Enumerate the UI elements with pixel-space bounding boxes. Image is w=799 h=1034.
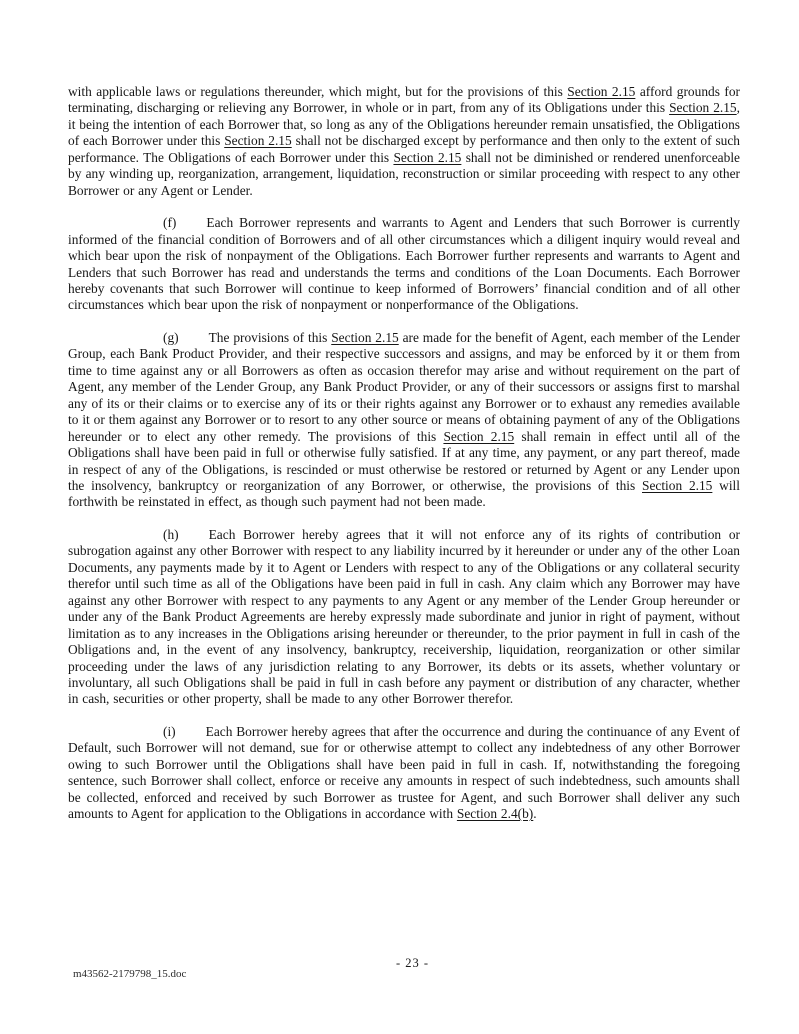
section-reference: Section 2.15 — [331, 329, 399, 345]
paragraph-i — [68, 724, 740, 823]
paragraph-text: Each Borrower hereby agrees that it will not enforce any of its rights of contribution or subrogation against any other Borrower with respect to any liability incurred by it hereunder or under any of the other Loan Documents, any payments made by it to Agent or Lenders with respect to any of the Obligations or any collateral security therefor until such time as all of the Obligations have been paid in full in cash. Any claim which any Borrower may have against any other Borrower with respect to any payments to any Agent or any member of the Lender Group hereunder or under any of the Bank Product Agreements are hereby expressly made subordinate and junior in right of payment, without limitation as to any increases in the Obligations arising hereunder or thereunder, to the prior payment in full in cash of the Obligations and, in the event of any insolvency, bankruptcy, receivership, liquidation, reorganization or other similar proceeding under the laws of any jurisdiction relating to any Borrower, its debts or its assets, whether voluntary or involuntary, all such Obligations shall be paid in full in cash before any payment or distribution of any character, whether in cash, securities or other property, shall be made to any other Borrower therefor. — [68, 526, 740, 707]
paragraph-text: with applicable laws or regulations thereunder, which might, but for the provisions of this — [68, 84, 568, 99]
section-reference: Section 2.15 — [642, 477, 713, 493]
paragraph-text: shall remain in effect until all of the Obligations shall have been paid in full or otherwise fully satisfied. If at any time, any payment, or any part thereof, made in respect of any of the Obligations, is rescinded or must otherwise be restored or returned by Agent or any Lender upon the insolvency, bankruptcy or reorganization of any Borrower, or otherwise, the provisions of this — [68, 428, 741, 493]
document-id-footer: m43562-2179798_15.doc — [73, 968, 187, 980]
section-reference: Section 2.15 — [567, 84, 636, 99]
paragraph-g — [68, 330, 740, 511]
paragraph-label: (i) — [163, 723, 176, 739]
paragraph-text: are made for the benefit of Agent, each member of the Lender Group, each Bank Product Provider, and their respective successors and assigns, and may be enforced by it or them from time to time against any or all Borrowers as often as occasion therefor may arise and without requirement on the part of Agent, any member of the Lender Group, any Bank Product Provider, or any of their successors or assigns first to marshal any of its or their claims or to exercise any of its or their rights against any Borrower or to exhaust any remedies available to it or them against any Borrower or to resort to any other source or means of obtaining payment of any of the Obligations hereunder or to elect any other remedy. The provisions of this — [68, 329, 740, 444]
paragraph-label: (h) — [163, 526, 179, 542]
paragraph-label: (f) — [163, 215, 177, 231]
paragraph-label: (g) — [163, 329, 179, 345]
paragraph-text: , it being the intention of each Borrower that, so long as any of the Obligations hereunder remain unsatisfied, the Obligations of each Borrower under this — [68, 100, 740, 149]
paragraph-text: Each Borrower hereby agrees that after the occurrence and during the continuance of any Event of Default, such Borrower will not demand, sue for or otherwise attempt to collect any indebtedness of any other Borrower owing to such Borrower until the Obligations shall have been paid in full in cash. If, notwithstanding the foregoing sentence, such Borrower shall collect, enforce or receive any amounts in respect of such indebtedness, such amounts shall be collected, enforced and received by such Borrower as trustee for Agent, and such Borrower shall deliver any such amounts to Agent for application to the Obligations in accordance with — [68, 723, 740, 822]
paragraph-text: Each Borrower represents and warrants to Agent and Lenders that such Borrower is currently informed of the financial condition of Borrowers and of all other circumstances which a diligent inquiry would reveal and which bear upon the risk of nonpayment of the Obligations. Each Borrower further represents and warrants to Agent and Lenders that such Borrower has read and understands the terms and conditions of the Loan Documents. Each Borrower hereby covenants that such Borrower will continue to keep informed of Borrowers’ financial condition and of all other circumstances which bear upon the risk of nonpayment or nonperformance of the Obligations. — [68, 215, 740, 313]
paragraph-text: shall not be discharged except by performance and then only to the extent of such performance. The Obligations of each Borrower under this — [68, 133, 741, 165]
document-body — [68, 84, 740, 839]
section-reference: Section 2.15 — [393, 149, 462, 165]
paragraph-continuation — [68, 84, 740, 199]
paragraph-text: will forthwith be reinstated in effect, as though such payment had not been made. — [68, 477, 740, 510]
paragraph-text: shall not be diminished or rendered unenforceable by any winding up, reorganization, arrangement, liquidation, reconstruction or similar proceeding with respect to any other Borrower or any Agent or Lender. — [68, 149, 740, 198]
section-reference: Section 2.15 — [224, 133, 292, 149]
paragraph-text: The provisions of this — [208, 329, 332, 345]
paragraph-text: . — [533, 806, 537, 822]
section-reference: Section 2.15 — [669, 100, 737, 116]
section-reference: Section 2.4(b) — [456, 806, 534, 822]
paragraph-h — [68, 527, 740, 708]
section-reference: Section 2.15 — [443, 428, 515, 444]
page-number: - 23 - — [395, 956, 430, 970]
paragraph-text: afford grounds for terminating, discharging or relieving any Borrower, in whole or in part, from any of its Obligations under this — [68, 84, 740, 116]
paragraph-f — [68, 215, 740, 314]
